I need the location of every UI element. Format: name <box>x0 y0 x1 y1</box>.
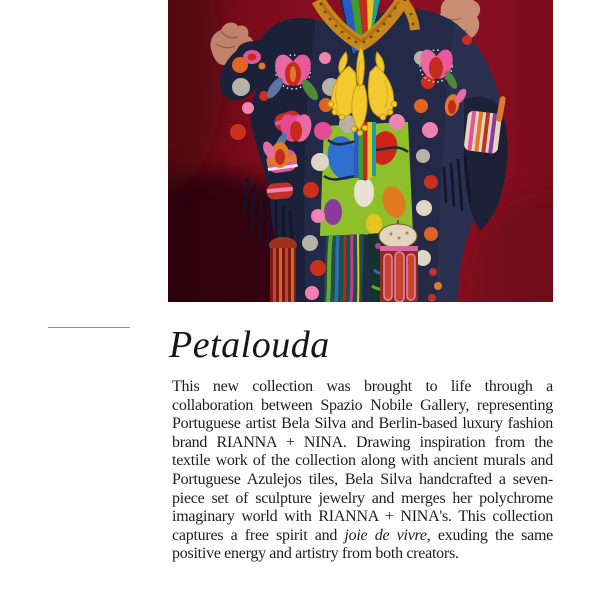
section-divider <box>48 327 130 328</box>
red-striped-motif <box>269 237 297 302</box>
page-title: Petalouda <box>169 324 330 366</box>
article-text: This new collection was brought to life through a collaboration between Spazio Nobile Gallery, representing Portuguese artist Bela Silva and Berlin-based luxury fashion brand RIANNA + NINA. Drawing inspiration from the textile work of the collection along with ancient murals and Portuguese Azulejos tiles, Bela Silva handcrafted a seven-piece set of sculpture jewelry and merges her polychrome imaginary world with RIANNA + NINA's. This collection captures a free spirit and <box>172 378 553 544</box>
article-text-end: exuding the same positive energy and artistry from both creators. <box>172 526 553 563</box>
building-embroidery <box>379 220 418 302</box>
italic-phrase: joie de vivre, <box>344 526 431 544</box>
printed-blouse <box>320 122 413 236</box>
article-body <box>172 378 553 564</box>
collection-photo <box>168 0 553 302</box>
petalouda-photo-art <box>168 0 553 302</box>
